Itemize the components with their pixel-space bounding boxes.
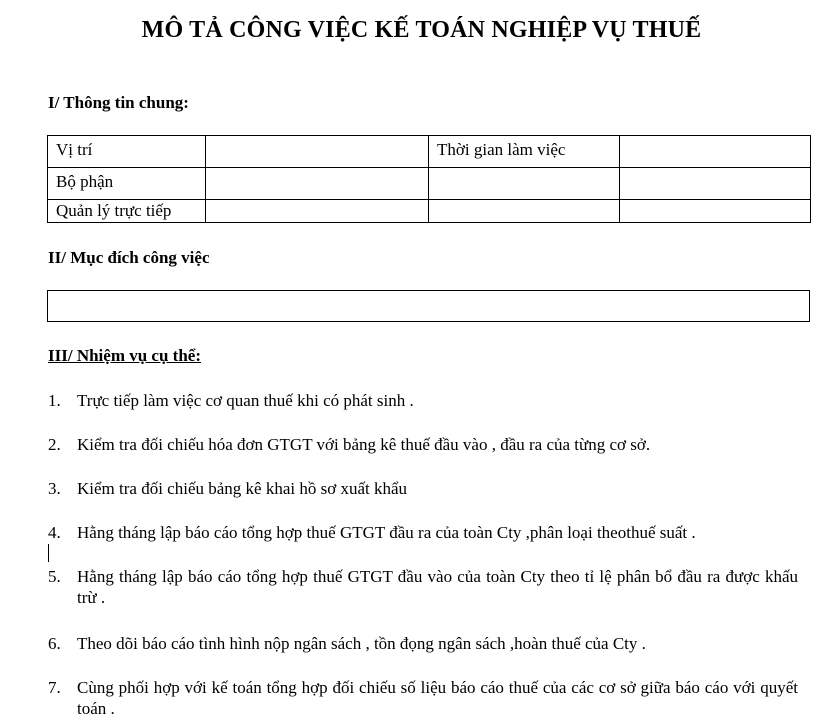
task-item: [48, 434, 798, 455]
table-cell-value[interactable]: [206, 136, 429, 168]
task-item: [48, 478, 798, 499]
table-row: [48, 200, 811, 223]
text-cursor: [48, 544, 49, 562]
table-cell-value[interactable]: [620, 136, 811, 168]
task-number: 3.: [48, 479, 61, 498]
task-number: 7.: [48, 678, 61, 697]
task-number: 4.: [48, 523, 61, 542]
table-cell-label: Bộ phận: [48, 168, 206, 200]
table-cell-label: Vị trí: [48, 136, 206, 168]
table-cell-value[interactable]: [620, 168, 811, 200]
table-row: [48, 168, 811, 200]
task-number: 5.: [48, 567, 61, 586]
task-item: [48, 677, 798, 719]
task-text: Cùng phối hợp với kế toán tổng hợp đối chiếu số liệu báo cáo thuế của các cơ sở giữa báo cáo với quyết toán .: [77, 678, 798, 718]
task-item: [48, 566, 798, 608]
task-item: [48, 390, 798, 411]
section-tasks-heading: III/ Nhiệm vụ cụ thể:: [48, 346, 202, 365]
task-text: Hằng tháng lập báo cáo tổng hợp thuế GTGT đầu vào của toàn Cty theo tỉ lệ phân bổ đầu ra được khấu trừ .: [77, 567, 798, 607]
task-item: [48, 633, 798, 654]
table-cell-value[interactable]: [429, 168, 620, 200]
general-info-table: [47, 135, 811, 223]
purpose-text-box[interactable]: [47, 290, 810, 322]
table-cell-value[interactable]: [206, 200, 429, 223]
task-number: 1.: [48, 391, 61, 410]
document-title: MÔ TẢ CÔNG VIỆC KẾ TOÁN NGHIỆP VỤ THUẾ: [141, 17, 702, 43]
task-item: [48, 522, 798, 543]
task-text: Kiểm tra đối chiếu hóa đơn GTGT với bảng kê thuế đầu vào , đầu ra của từng cơ sở.: [77, 435, 651, 454]
table-cell-label: Thời gian làm việc: [429, 136, 620, 168]
task-text: Hằng tháng lập báo cáo tổng hợp thuế GTGT đầu ra của toàn Cty ,phân loại theothuế suất .: [77, 523, 696, 542]
table-cell-label: Quản lý trực tiếp: [48, 200, 206, 223]
task-number: 2.: [48, 435, 61, 454]
table-cell-value[interactable]: [429, 200, 620, 223]
table-cell-value[interactable]: [620, 200, 811, 223]
task-number: 6.: [48, 634, 61, 653]
table-cell-value[interactable]: [206, 168, 429, 200]
task-text: Trực tiếp làm việc cơ quan thuế khi có phát sinh .: [77, 391, 414, 410]
section-general-info-heading: I/ Thông tin chung:: [48, 93, 189, 112]
task-text: Kiểm tra đối chiếu bảng kê khai hồ sơ xuất khẩu: [77, 479, 408, 498]
table-row: [48, 136, 811, 168]
task-text: Theo dõi báo cáo tình hình nộp ngân sách , tồn đọng ngân sách ,hoàn thuế của Cty .: [77, 634, 646, 653]
section-purpose-heading: II/ Mục đích công việc: [48, 248, 210, 267]
